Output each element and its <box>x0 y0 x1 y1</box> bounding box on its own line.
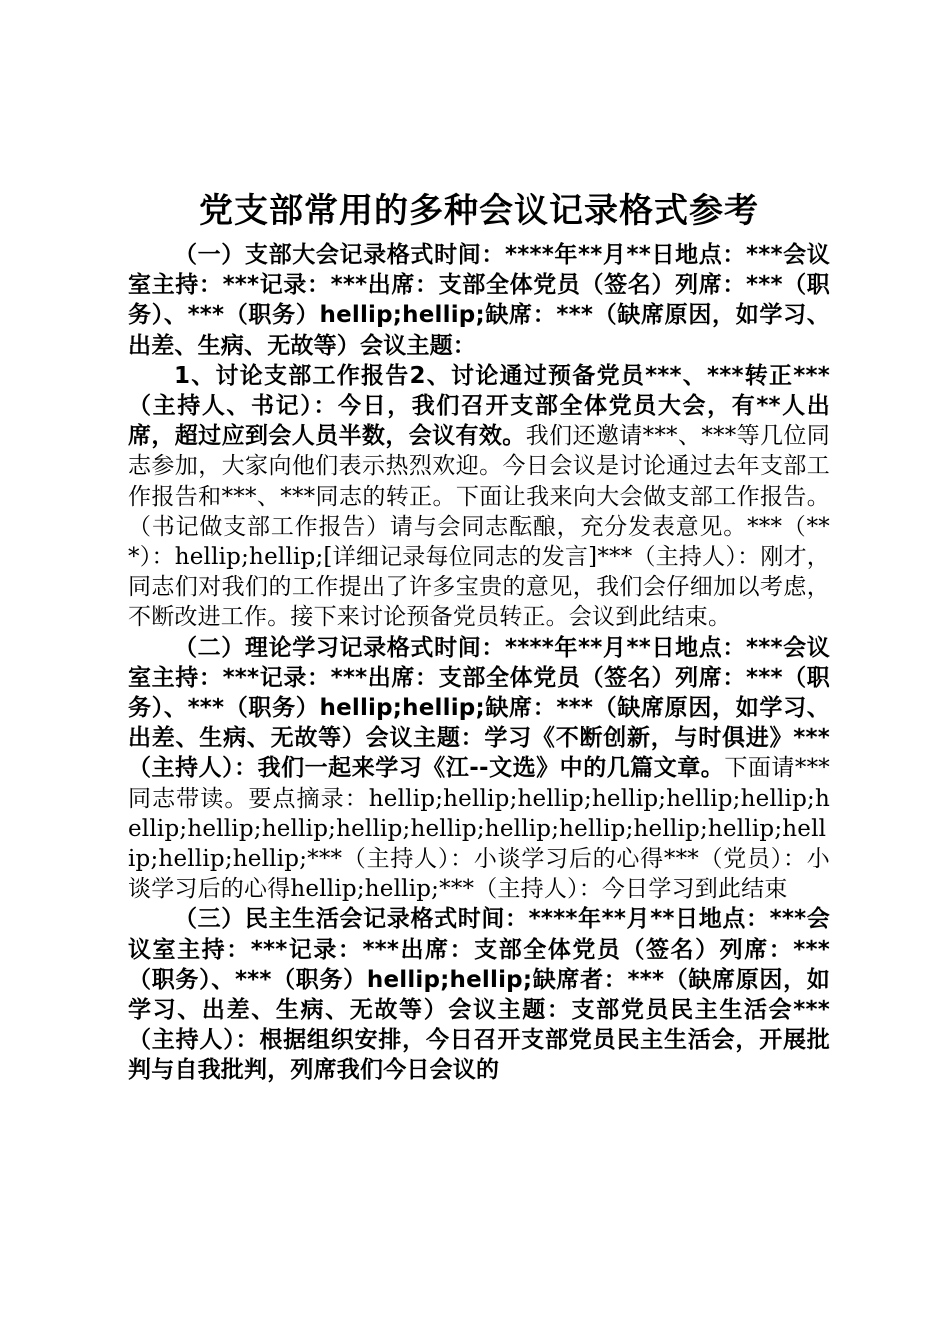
document-title: 党支部常用的多种会议记录格式参考 <box>199 191 759 231</box>
document-page <box>128 186 830 1086</box>
paragraph-theory-study <box>128 633 830 905</box>
paragraph-text: （一）支部大会记录格式时间：****年**月**日地点：***会议室主持：***记录：***出席：支部全体党员（签名）列席：***（职务）、***（职务）hellip;hellip;缺席：***（缺席原因，如学习、出差、生病、无故等）会议主题： <box>128 242 830 359</box>
paragraph-text: （三）民主生活会记录格式时间：****年**月**日地点：***会议室主持：***记录：***出席：支部全体党员（签名）列席：***（职务）、***（职务）hellip;hellip;缺席者：***（缺席原因，如学习、出差、生病、无故等）会议主题：支部党员民主生活会***（主持人）：根据组织安排，今日召开支部党员民主生活会，开展批判与自我批判，列席我们今日会议的 <box>128 906 830 1084</box>
paragraph-agenda <box>128 361 830 633</box>
paragraph-text-light: 下面请***同志带读。要点摘录：hellip;hellip;hellip;hellip;hellip;hellip;hellip;hellip;hellip;hellip;hellip;hellip;hellip;hellip;hellip;hellip;hellip;hellip;***（主持人）：小谈学习后的心得***（党员）：小谈学习后的心得hellip;hellip;***（主持人）：今日学习到此结束 <box>128 755 830 903</box>
paragraph-democratic-life <box>128 904 830 1085</box>
paragraph-party-branch-meeting <box>128 240 830 361</box>
paragraph-text-light: 我们还邀请***、***等几位同志参加，大家向他们表示热烈欢迎。今日会议是讨论通过去年支部工作报告和***、***同志的转正。下面让我来向大会做支部工作报告。（书记做支部工作报告）请与会同志酝酿，充分发表意见。***（***）：hellip;hellip;[详细记录每位同志的发言]***（主持人）：刚才，同志们对我们的工作提出了许多宝贵的意见，我们会仔细加以考虑，不断改进工作。接下来讨论预备党员转正。会议到此结束。 <box>128 423 831 631</box>
paragraph-text: （二）理论学习记录格式时间：****年**月**日地点：***会议室主持：***记录：***出席：支部全体党员（签名）列席：***（职务）、***（职务）hellip;hellip;缺席：***（缺席原因，如学习、出差、生病、无故等）会议主题：学习《不断创新，与时俱进》***（主持人）：我们一起来学习《江--文选》中的几篇文章。 <box>128 634 830 782</box>
paragraph-text: 1、讨论支部工作报告2、讨论通过预备党员***、***转正***（主持人、书记）：今日，我们召开支部全体党员大会，有**人出席，超过应到会人员半数，会议有效。 <box>128 362 830 450</box>
